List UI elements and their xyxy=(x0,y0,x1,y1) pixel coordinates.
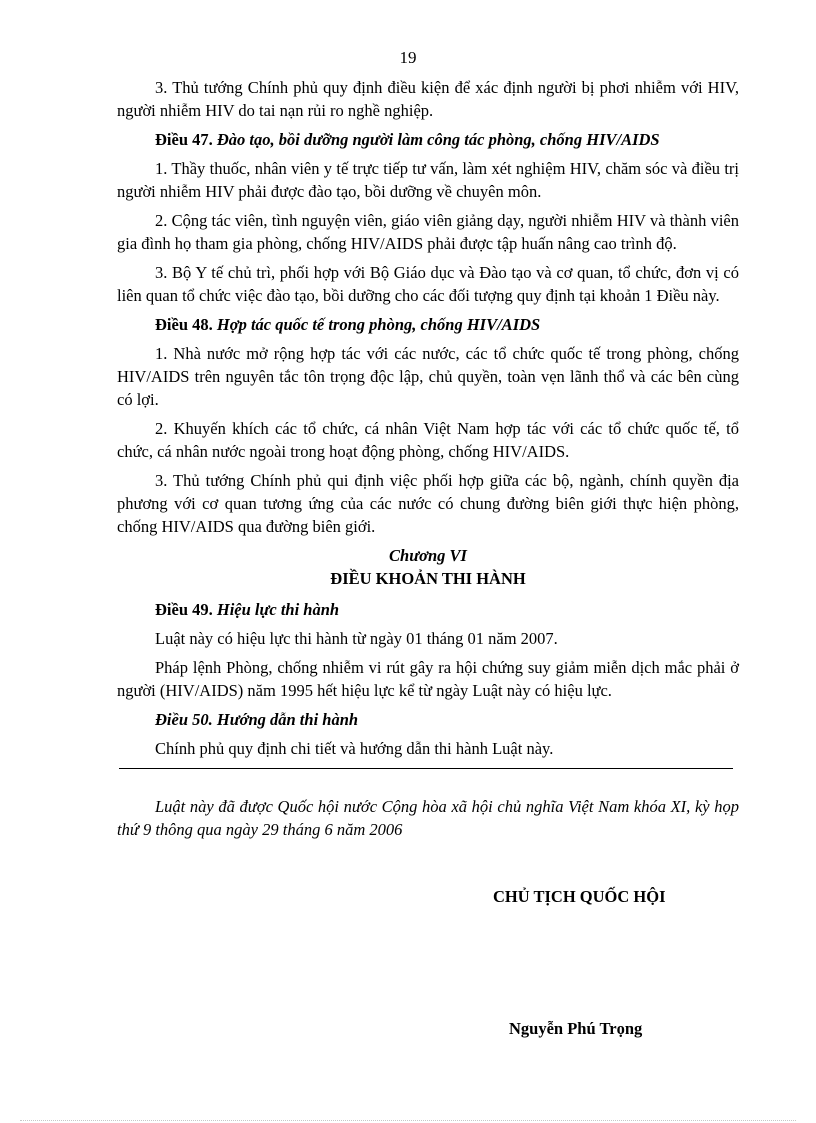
chapter-label: Chương VI xyxy=(389,546,467,565)
article-heading xyxy=(117,598,739,621)
article-title: Hợp tác quốc tế trong phòng, chống HIV/AIDS xyxy=(216,315,541,334)
paragraph: 1. Nhà nước mở rộng hợp tác với các nước, các tổ chức quốc tế trong phòng, chống HIV/AIDS trên nguyên tắc tôn trọng độc lập, chủ quyền, toàn vẹn lãnh thổ và các bên cùng có lợi. xyxy=(117,344,739,409)
paragraph: 2. Cộng tác viên, tình nguyện viên, giáo viên giảng dạy, người nhiễm HIV và thành viên gia đình họ tham gia phòng, chống HIV/AIDS phải được tập huấn nâng cao trình độ. xyxy=(117,211,739,253)
paragraph: 3. Bộ Y tế chủ trì, phối hợp với Bộ Giáo dục và Đào tạo và cơ quan, tổ chức, đơn vị có liên quan tổ chức việc đào tạo, bồi dưỡng cho các đối tượng quy định tại khoản 1 Điều này. xyxy=(117,263,739,305)
paragraph: 3. Thủ tướng Chính phủ quy định điều kiện để xác định người bị phơi nhiễm với HIV, người nhiễm HIV do tai nạn rủi ro nghề nghiệp. xyxy=(117,78,739,120)
chapter-heading xyxy=(117,544,739,590)
document-body xyxy=(117,76,739,841)
paragraph: Luật này có hiệu lực thi hành từ ngày 01 tháng 01 năm 2007. xyxy=(155,629,558,648)
closing-note: Luật này đã được Quốc hội nước Cộng hòa xã hội chủ nghĩa Việt Nam khóa XI, kỳ họp thứ 9 thông qua ngày 29 tháng 6 năm 2006 xyxy=(117,797,739,839)
paragraph: 3. Thủ tướng Chính phủ qui định việc phối hợp giữa các bộ, ngành, chính quyền địa phương với cơ quan tương ứng của các nước có chung đường biên giới thực hiện phòng, chống HIV/AIDS qua đường biên giới. xyxy=(117,471,739,536)
article-title: Đào tạo, bồi dưỡng người làm công tác phòng, chống HIV/AIDS xyxy=(216,130,660,149)
article-label: Điều 47. xyxy=(155,130,213,149)
signer-name: Nguyễn Phú Trọng xyxy=(509,1019,643,1038)
article-title: Hiệu lực thi hành xyxy=(216,600,340,619)
paragraph: 1. Thầy thuốc, nhân viên y tế trực tiếp tư vấn, làm xét nghiệm HIV, chăm sóc và điều trị người nhiễm HIV phải được đào tạo, bồi dưỡng về chuyên môn. xyxy=(117,159,739,201)
article-heading xyxy=(117,128,739,151)
paragraph: Pháp lệnh Phòng, chống nhiễm vi rút gây ra hội chứng suy giảm miễn dịch mắc phải ở người (HIV/AIDS) năm 1995 hết hiệu lực kể từ ngày Luật này có hiệu lực. xyxy=(117,658,739,700)
article-label: Điều 48. xyxy=(155,315,213,334)
page-number: 19 xyxy=(399,48,417,67)
paragraph: Chính phủ quy định chi tiết và hướng dẫn thi hành Luật này. xyxy=(155,739,554,758)
signer-title: CHỦ TỊCH QUỐC HỘI xyxy=(493,887,666,906)
article-heading xyxy=(117,313,739,336)
article-label: Điều 50. xyxy=(155,710,213,729)
document-blocks xyxy=(117,76,739,760)
chapter-title: ĐIỀU KHOẢN THI HÀNH xyxy=(330,569,526,588)
footer-divider xyxy=(20,1120,796,1121)
separator-line xyxy=(119,768,733,769)
article-heading xyxy=(117,708,739,731)
paragraph: 2. Khuyến khích các tổ chức, cá nhân Việt Nam hợp tác với các tổ chức quốc tế, tổ chức, cá nhân nước ngoài trong hoạt động phòng, chống HIV/AIDS. xyxy=(117,419,739,461)
article-title: Hướng dẫn thi hành xyxy=(216,710,359,729)
article-label: Điều 49. xyxy=(155,600,213,619)
